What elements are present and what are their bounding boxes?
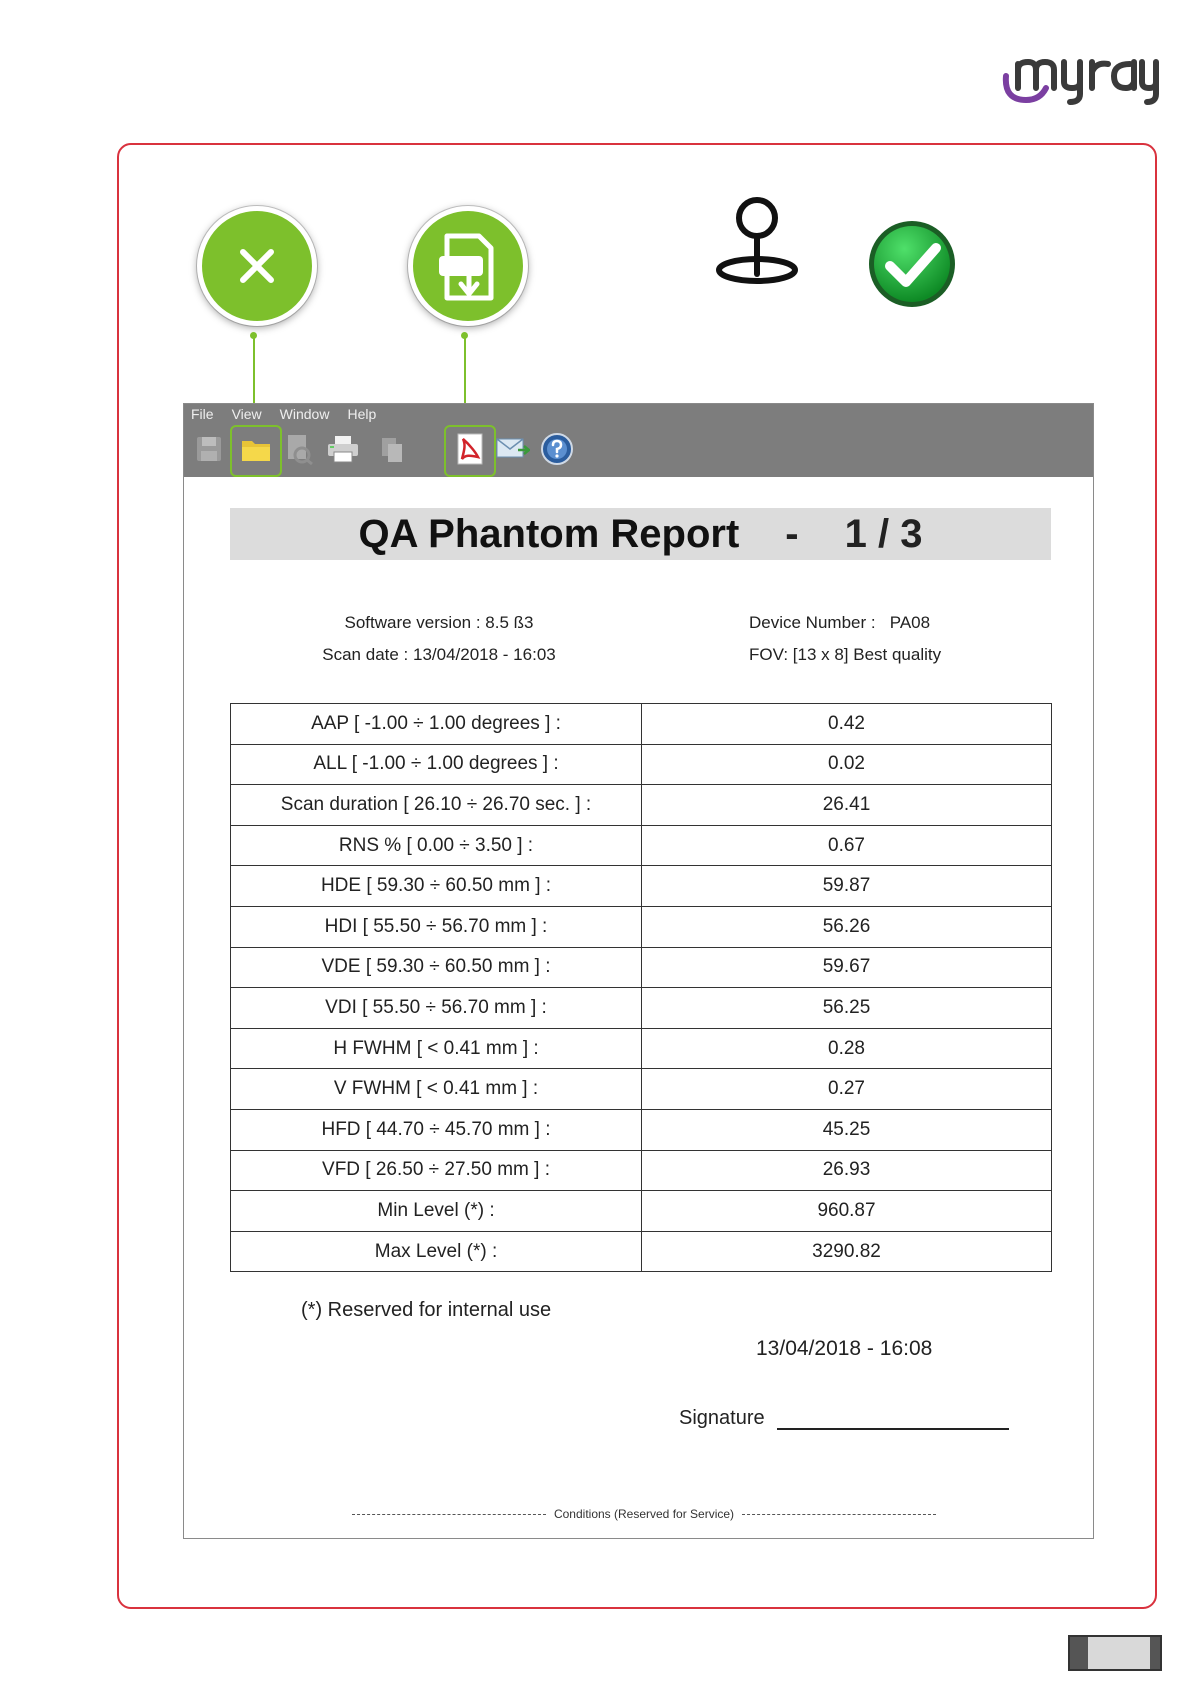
menu-file[interactable]: File [191,406,214,422]
printer-icon[interactable] [326,432,360,466]
parameter-cell: VDI [ 55.50 ÷ 56.70 mm ] : [231,988,642,1029]
open-folder-icon[interactable] [239,432,273,466]
signature-line [777,1410,1009,1430]
conditions-text: Conditions (Reserved for Service) [553,1507,735,1521]
print-export-circle-icon [408,206,528,326]
menu-window[interactable]: Window [279,406,330,422]
save-icon[interactable] [192,432,226,466]
location-pin-icon [712,196,802,286]
value-cell: 45.25 [642,1109,1052,1150]
report-title-bar [230,508,1051,560]
dash-line [742,1514,936,1515]
parameter-cell: Min Level (*) : [231,1191,642,1232]
table-row [231,825,1052,866]
parameter-cell: AAP [ -1.00 ÷ 1.00 degrees ] : [231,704,642,745]
table-row [231,744,1052,785]
menu-help[interactable]: Help [347,406,377,422]
table-row [231,1069,1052,1110]
dash-line [352,1514,546,1515]
value-cell: 59.67 [642,947,1052,988]
parameter-cell: ALL [ -1.00 ÷ 1.00 degrees ] : [231,744,642,785]
value-cell: 3290.82 [642,1231,1052,1272]
device-number: Device Number : PA08 [749,613,931,632]
parameter-cell: HFD [ 44.70 ÷ 45.70 mm ] : [231,1109,642,1150]
value-cell: 26.41 [642,785,1052,826]
pdf-icon[interactable] [453,432,487,466]
myray-logo [1000,48,1160,110]
menu-bar [191,406,394,424]
close-circle-icon [197,206,317,326]
table-row [231,947,1052,988]
value-cell: 0.42 [642,704,1052,745]
report-title: QA Phantom Report [358,511,740,556]
parameter-cell: VDE [ 59.30 ÷ 60.50 mm ] : [231,947,642,988]
title-separator: - [785,511,799,556]
print-preview-icon[interactable] [282,432,316,466]
value-cell: 0.28 [642,1028,1052,1069]
value-cell: 56.25 [642,988,1052,1029]
fov: FOV: [13 x 8] Best quality [749,645,942,664]
software-version: Software version : 8.5 ß3 [344,613,534,632]
parameter-cell: Scan duration [ 26.10 ÷ 26.70 sec. ] : [231,785,642,826]
signature-label: Signature [679,1407,765,1429]
conditions-footer [344,1507,944,1521]
parameter-cell: V FWHM [ < 0.41 mm ] : [231,1069,642,1110]
table-row [231,1150,1052,1191]
table-row [231,1231,1052,1272]
parameter-cell: VFD [ 26.50 ÷ 27.50 mm ] : [231,1150,642,1191]
scan-info [304,607,574,671]
value-cell: 59.87 [642,866,1052,907]
value-cell: 0.67 [642,825,1052,866]
report-timestamp: 13/04/2018 - 16:08 [756,1337,933,1360]
parameter-cell: HDI [ 55.50 ÷ 56.70 mm ] : [231,906,642,947]
page-tab [1068,1635,1162,1671]
table-row [231,704,1052,745]
checkmark-badge-icon [866,218,958,310]
toolbar [184,404,1093,477]
device-info [749,607,1009,671]
results-table [230,703,1052,1272]
table-row [231,866,1052,907]
value-cell: 960.87 [642,1191,1052,1232]
value-cell: 0.27 [642,1069,1052,1110]
parameter-cell: RNS % [ 0.00 ÷ 3.50 ] : [231,825,642,866]
page-tab-right [1150,1637,1160,1669]
help-icon[interactable] [540,432,574,466]
table-row [231,906,1052,947]
value-cell: 0.02 [642,744,1052,785]
parameter-cell: Max Level (*) : [231,1231,642,1272]
table-row [231,785,1052,826]
parameter-cell: HDE [ 59.30 ÷ 60.50 mm ] : [231,866,642,907]
value-cell: 26.93 [642,1150,1052,1191]
table-row [231,1028,1052,1069]
parameter-cell: H FWHM [ < 0.41 mm ] : [231,1028,642,1069]
value-cell: 56.26 [642,906,1052,947]
signature-block [679,1407,1009,1430]
page-tab-left [1070,1637,1088,1669]
copy-icon[interactable] [374,432,408,466]
table-row [231,1109,1052,1150]
menu-view[interactable]: View [231,406,262,422]
table-row [231,988,1052,1029]
report-viewer-window [183,403,1094,1539]
table-row [231,1191,1052,1232]
page-indicator: 1 / 3 [844,511,923,556]
scan-date: Scan date : 13/04/2018 - 16:03 [322,645,556,664]
footnote: (*) Reserved for internal use [301,1299,552,1321]
email-icon[interactable] [496,432,530,466]
